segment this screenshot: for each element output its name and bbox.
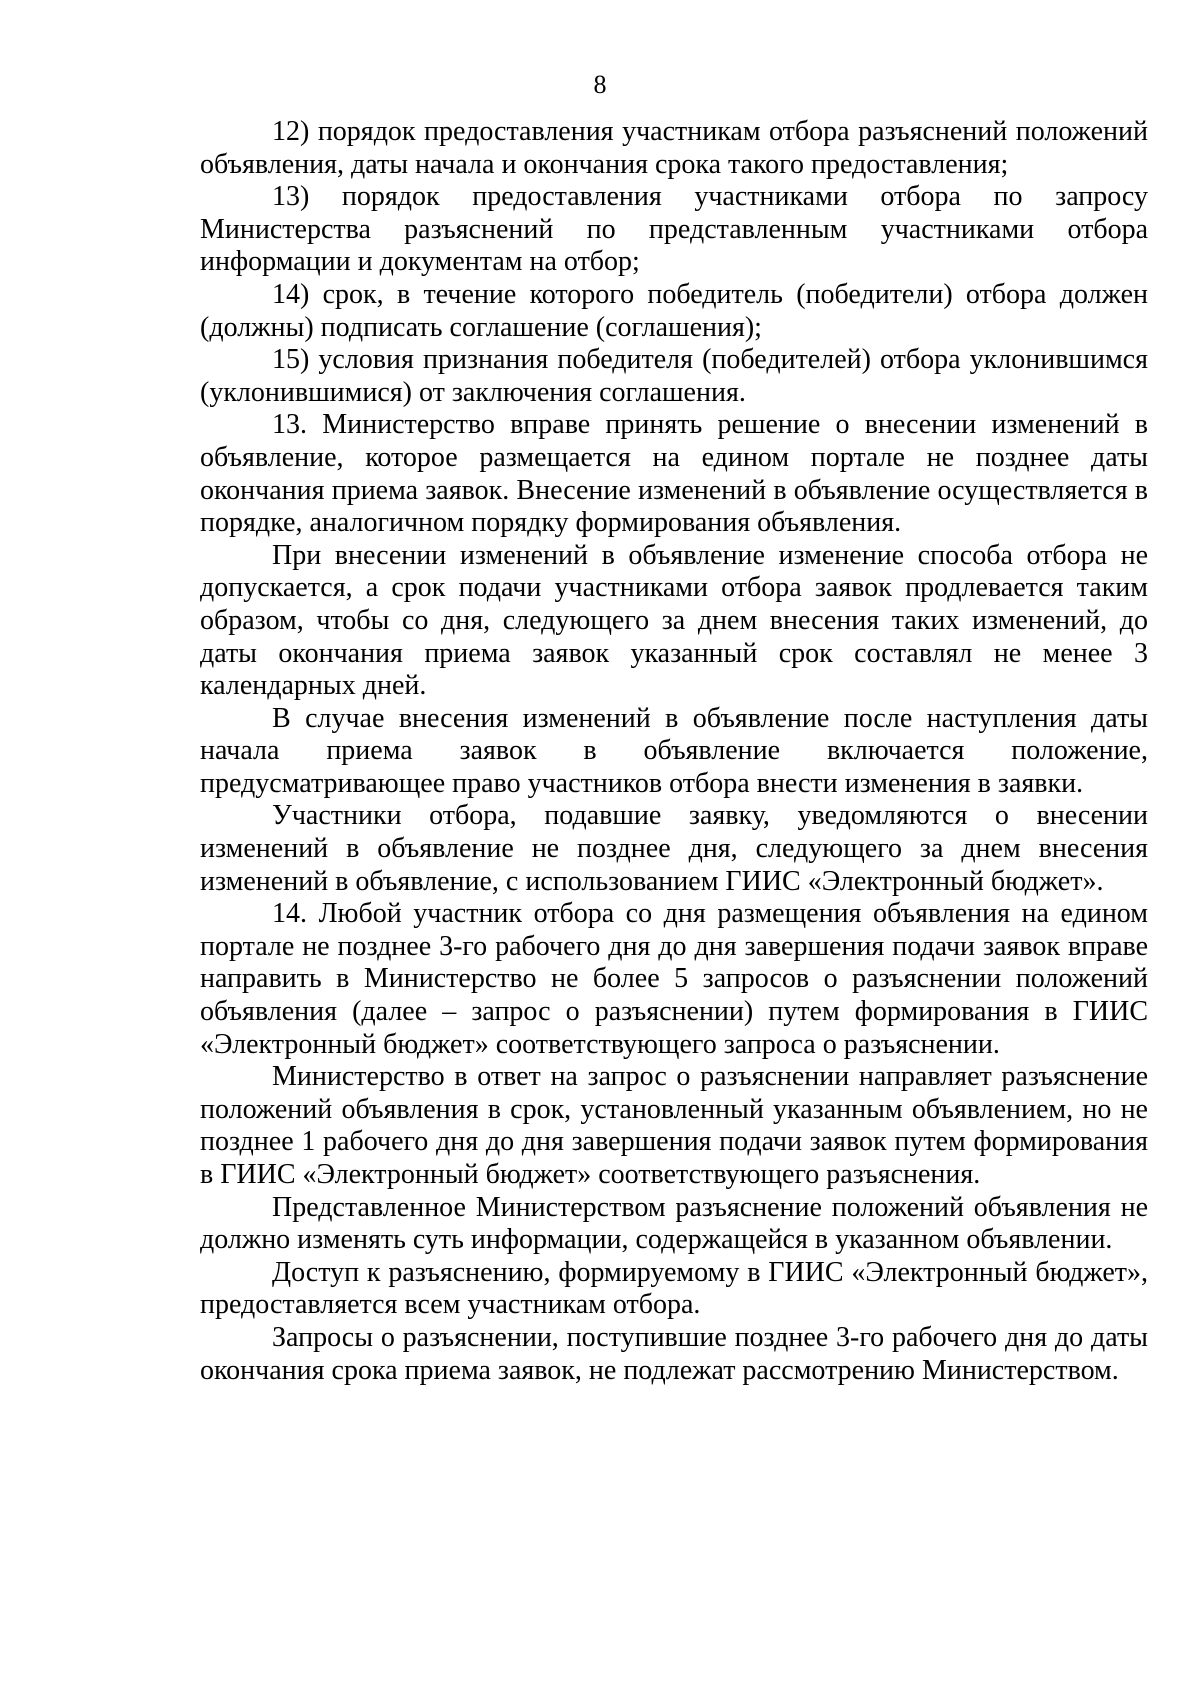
document-body xyxy=(200,116,1148,1387)
section-13-paragraph: 13. Министерство вправе принять решение о внесении изменений в объявление, которое размещается на едином портале не позднее даты окончания приема заявок. Внесение изменений в объявление осуществляется в порядке, аналогичном порядку формирования объявления. xyxy=(200,409,1148,539)
paragraph-change-method: При внесении изменений в объявление изменение способа отбора не допускается, а срок подачи участниками отбора заявок продлевается таким образом, чтобы со дня, следующего за днем внесения таких изменений, до даты окончания приема заявок указанный срок составлял не менее 3 календарных дней. xyxy=(200,539,1148,702)
paragraph-clarification-essence: Представленное Министерством разъяснение положений объявления не должно изменять суть информации, содержащейся в указанном объявлении. xyxy=(200,1191,1148,1256)
paragraph-item-13: 13) порядок предоставления участниками отбора по запросу Министерства разъяснений по представленным участниками отбора информации и документам на отбор; xyxy=(200,181,1148,278)
paragraph-late-requests: Запросы о разъяснении, поступившие позднее 3-го рабочего дня до даты окончания срока приема заявок, не подлежат рассмотрению Министерством. xyxy=(200,1321,1148,1386)
page-number: 8 xyxy=(593,70,607,99)
paragraph-ministry-response: Министерство в ответ на запрос о разъяснении направляет разъяснение положений объявления в срок, установленный указанным объявлением, но не позднее 1 рабочего дня до дня завершения подачи заявок путем формирования в ГИИС «Электронный бюджет» соответствующего разъяснения. xyxy=(200,1061,1148,1190)
paragraph-item-12: 12) порядок предоставления участникам отбора разъяснений положений объявления, даты начала и окончания срока такого предоставления; xyxy=(200,116,1148,180)
paragraph-item-14: 14) срок, в течение которого победитель (победители) отбора должен (должны) подписать соглашение (соглашения); xyxy=(200,278,1148,343)
paragraph-clarification-access: Доступ к разъяснению, формируемому в ГИИС «Электронный бюджет», предоставляется всем участникам отбора. xyxy=(200,1256,1148,1321)
paragraph-item-15: 15) условия признания победителя (победителей) отбора уклонившимся (уклонившимися) от заключения соглашения. xyxy=(200,344,1148,408)
paragraph-participants-notified: Участники отбора, подавшие заявку, уведомляются о внесении изменений в объявление не позднее дня, следующего за днем внесения изменений в объявление, с использованием ГИИС «Электронный бюджет». xyxy=(200,800,1148,897)
paragraph-changes-after-start: В случае внесения изменений в объявление после наступления даты начала приема заявок в объявление включается положение, предусматривающее право участников отбора внести изменения в заявки. xyxy=(200,702,1148,799)
section-14-paragraph: 14. Любой участник отбора со дня размещения объявления на едином портале не позднее 3-го рабочего дня до дня завершения подачи заявок вправе направить в Министерство не более 5 запросов о разъяснении положений объявления (далее – запрос о разъяснении) путем формирования в ГИИС «Электронный бюджет» соответствующего запроса о разъяснении. xyxy=(200,898,1148,1060)
